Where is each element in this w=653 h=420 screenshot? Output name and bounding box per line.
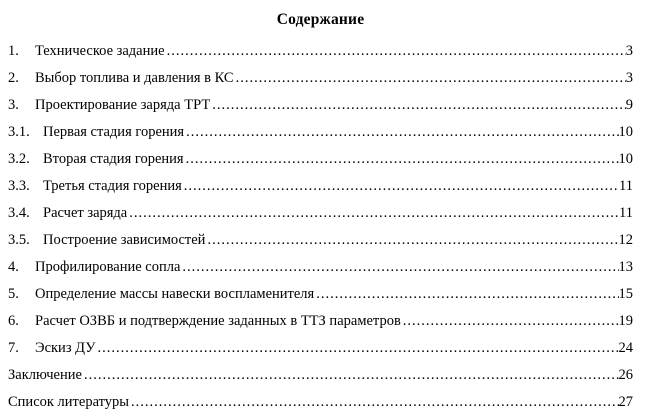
toc-entry-page: 11 <box>619 178 633 194</box>
dot-leader <box>184 178 619 195</box>
dot-leader <box>212 97 626 114</box>
toc-entry[interactable] <box>8 37 633 64</box>
dot-leader <box>186 124 618 141</box>
toc-entry[interactable] <box>8 64 633 91</box>
toc-entry-page: 10 <box>618 151 633 167</box>
dot-leader <box>131 394 618 411</box>
toc-entry-label: Профилирование сопла <box>35 259 181 275</box>
toc-entry-label: Первая стадия горения <box>43 124 185 140</box>
toc-entry[interactable] <box>8 361 633 388</box>
dot-leader <box>182 259 618 276</box>
toc-entry[interactable] <box>8 388 633 415</box>
toc-entry-label: Расчет ОЗВБ и подтверждение заданных в ТТЗ параметров <box>35 313 401 329</box>
toc-entry-page: 10 <box>618 124 633 140</box>
toc-entry-number: 7. <box>8 340 19 356</box>
toc-entry-page: 3 <box>625 43 633 59</box>
toc-entry-page: 3 <box>625 70 633 86</box>
toc-entry-number: 3.4. <box>8 205 30 221</box>
toc-entry-label: Список литературы <box>8 394 130 410</box>
toc-entry-page: 26 <box>618 367 633 383</box>
toc-entry[interactable] <box>8 226 633 253</box>
toc-entry-label: Заключение <box>8 367 82 383</box>
dot-leader <box>129 205 619 222</box>
toc-entry-page: 12 <box>618 232 633 248</box>
toc-entry-number: 3.3. <box>8 178 30 194</box>
toc-entry-page: 24 <box>618 340 633 356</box>
toc-entry[interactable] <box>8 118 633 145</box>
toc-entry-page: 15 <box>618 286 633 302</box>
dot-leader <box>236 70 626 87</box>
toc-title: Содержание <box>276 11 365 28</box>
toc-entry-page: 11 <box>619 205 633 221</box>
dot-leader <box>316 286 618 303</box>
toc-entry-page: 19 <box>618 313 633 329</box>
dot-leader <box>167 43 626 60</box>
toc-entry-label: Вторая стадия горения <box>43 151 184 167</box>
toc-entry-label: Определение массы навески воспламенителя <box>35 286 315 302</box>
toc-entry-label: Расчет заряда <box>43 205 128 221</box>
toc-entry[interactable] <box>8 280 633 307</box>
toc-entry-number: 3.5. <box>8 232 30 248</box>
toc-entry-number: 1. <box>8 43 19 59</box>
toc-entry[interactable] <box>8 253 633 280</box>
dot-leader <box>403 313 619 330</box>
toc-entry-number: 2. <box>8 70 19 86</box>
toc-entry[interactable] <box>8 307 633 334</box>
toc-entry[interactable] <box>8 91 633 118</box>
toc-entry[interactable] <box>8 145 633 172</box>
toc-entry-number: 3.2. <box>8 151 30 167</box>
toc-entry-number: 6. <box>8 313 19 329</box>
toc-entry-label: Проектирование заряда ТРТ <box>35 97 211 113</box>
toc-entry-label: Выбор топлива и давления в КС <box>35 70 234 86</box>
toc-entry-number: 5. <box>8 286 19 302</box>
toc-entry[interactable] <box>8 334 633 361</box>
toc-entry-page: 27 <box>618 394 633 410</box>
toc-entry-label: Эскиз ДУ <box>35 340 96 356</box>
table-of-contents <box>8 37 633 415</box>
toc-entry-number: 3. <box>8 97 19 113</box>
dot-leader <box>186 151 619 168</box>
toc-entry-page: 9 <box>625 97 633 113</box>
toc-entry-label: Техническое задание <box>35 43 165 59</box>
dot-leader <box>98 340 619 357</box>
toc-entry[interactable] <box>8 172 633 199</box>
toc-entry-number: 4. <box>8 259 19 275</box>
dot-leader <box>207 232 618 249</box>
toc-entry[interactable] <box>8 199 633 226</box>
toc-entry-label: Третья стадия горения <box>43 178 182 194</box>
toc-entry-label: Построение зависимостей <box>43 232 206 248</box>
toc-entry-page: 13 <box>618 259 633 275</box>
dot-leader <box>84 367 619 384</box>
toc-entry-number: 3.1. <box>8 124 30 140</box>
